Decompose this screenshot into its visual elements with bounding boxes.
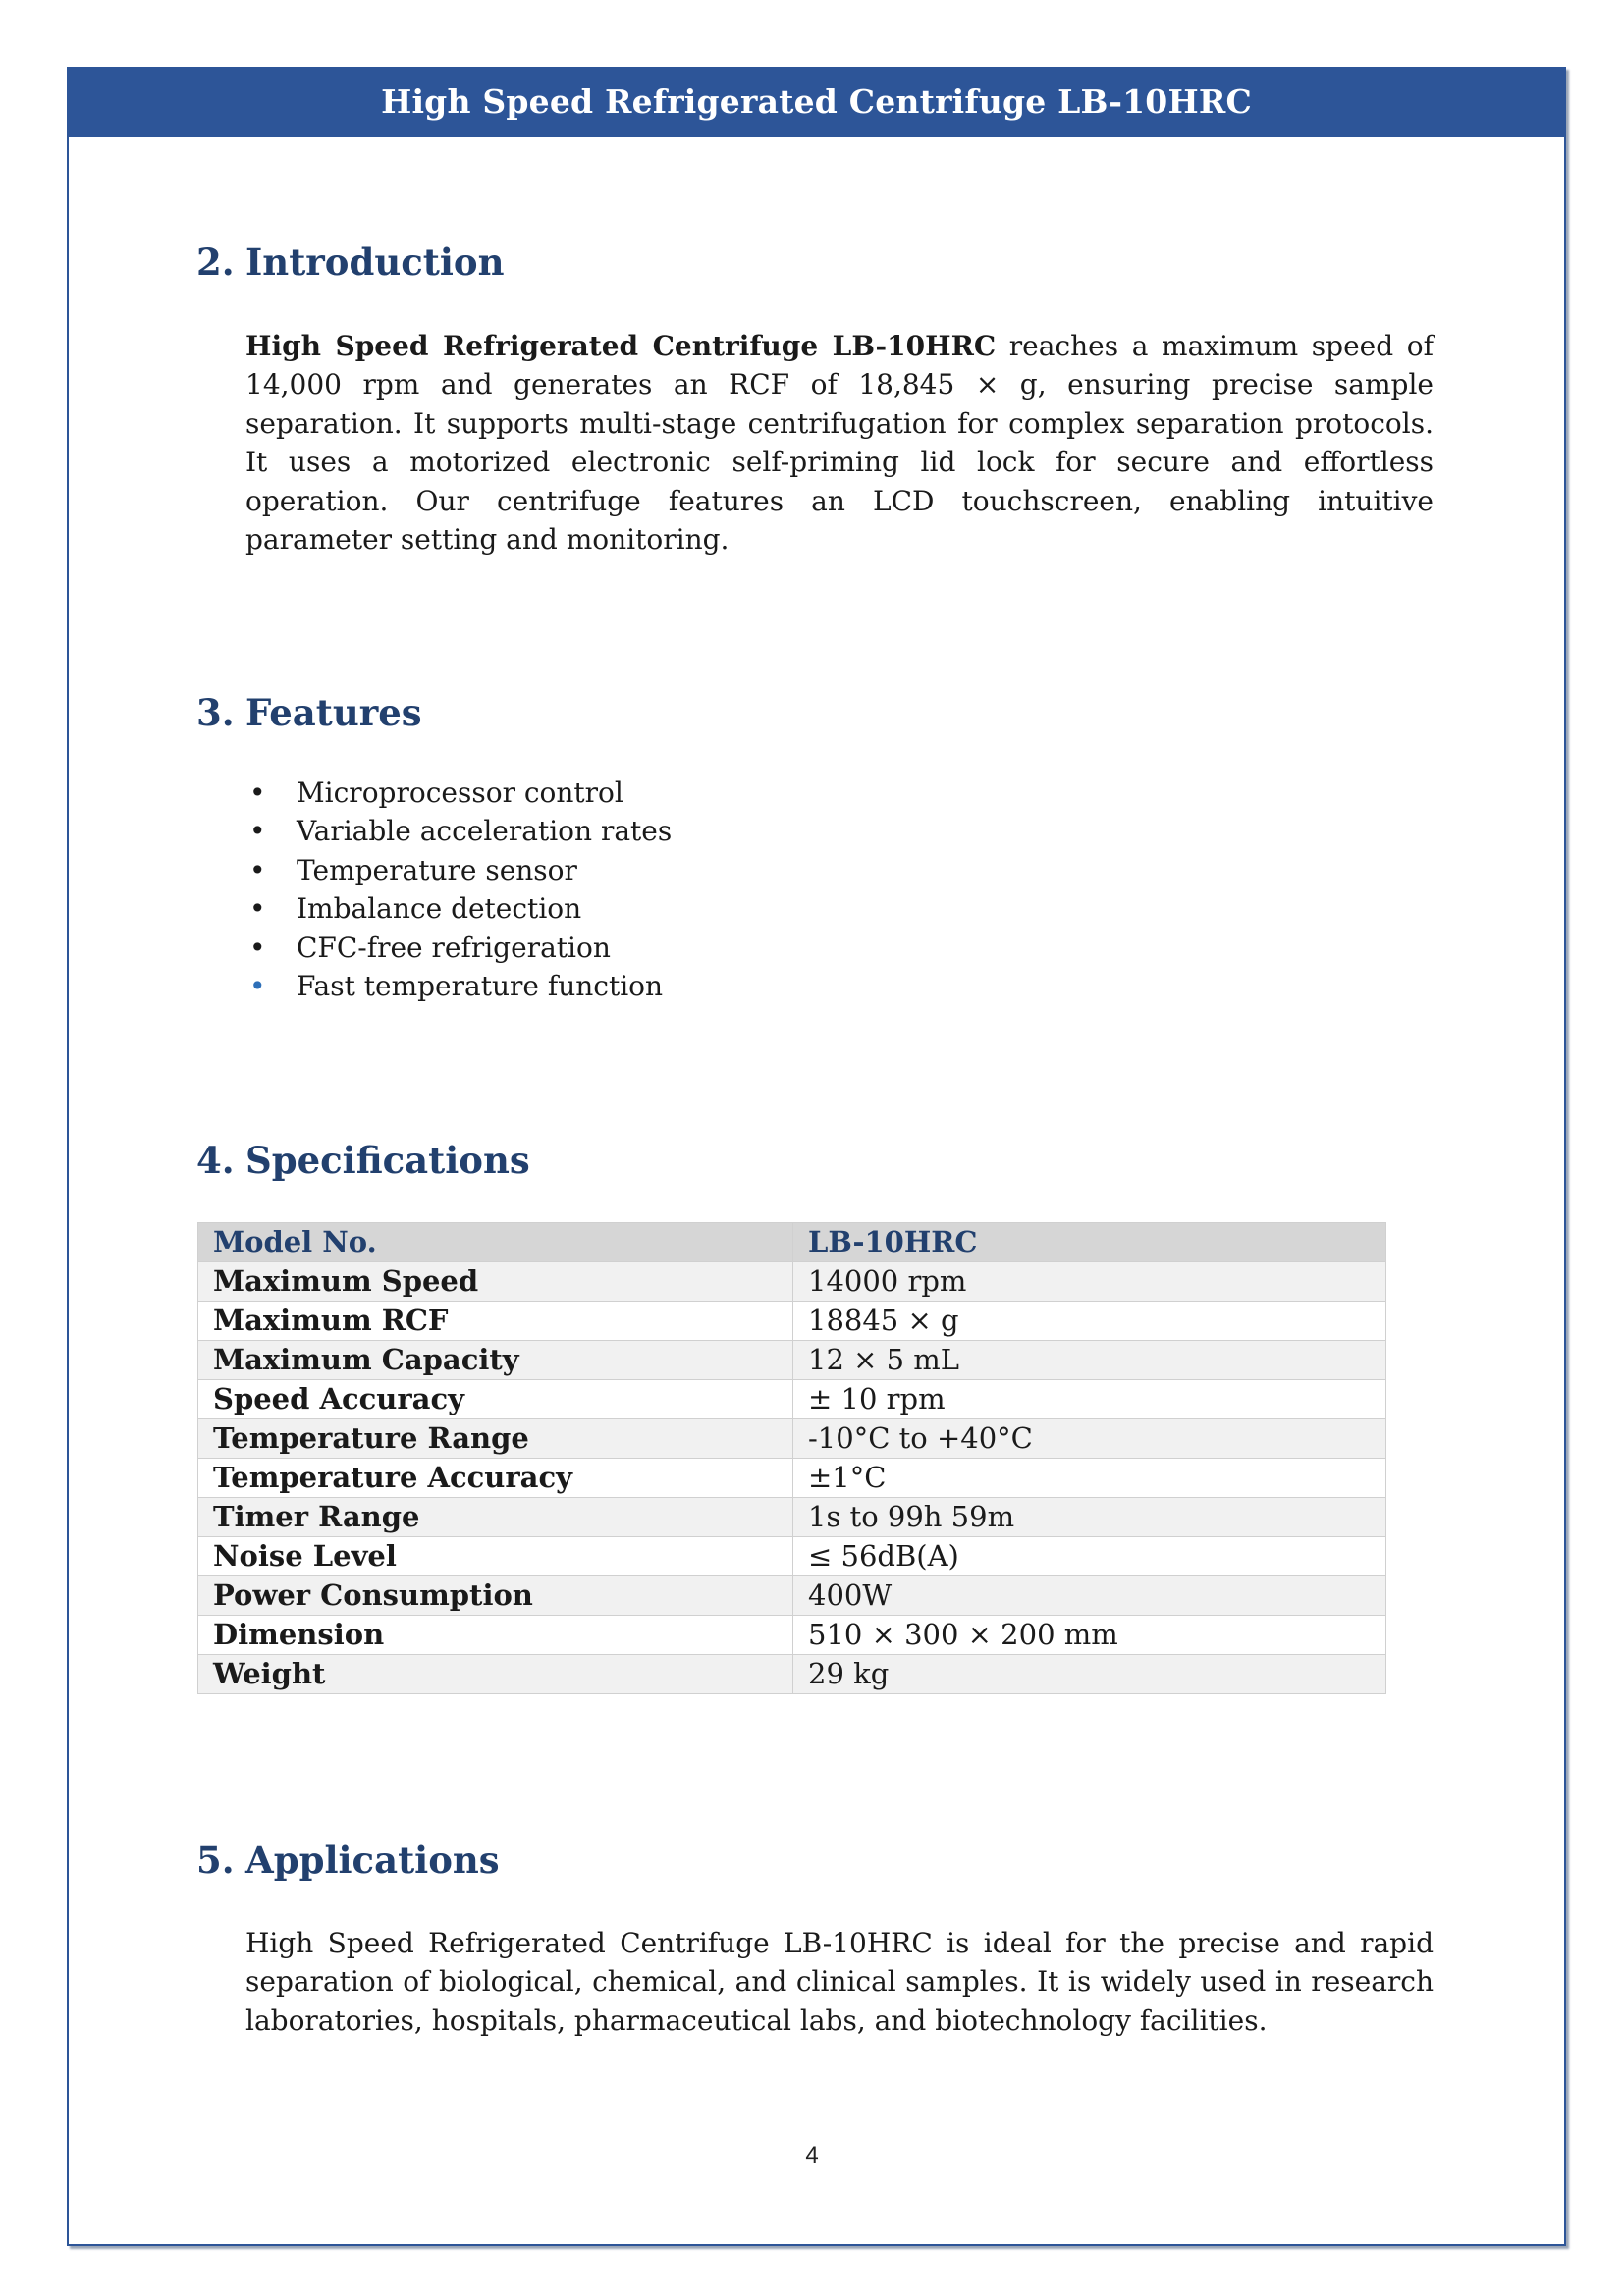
bullet-icon: • <box>249 815 266 848</box>
spec-label: Maximum Capacity <box>198 1341 793 1380</box>
introduction-heading <box>196 240 505 284</box>
spec-label: Maximum Speed <box>198 1262 793 1302</box>
document-header <box>67 67 1566 137</box>
page-number: 4 <box>805 2142 819 2168</box>
specifications-table <box>197 1222 1386 1694</box>
document-title: High Speed Refrigerated Centrifuge LB-10HRC <box>381 82 1252 121</box>
spec-label: Speed Accuracy <box>198 1380 793 1419</box>
specifications-heading <box>196 1139 530 1182</box>
spec-label: Power Consumption <box>198 1576 793 1616</box>
features-heading <box>196 691 422 734</box>
spec-value: 400W <box>793 1576 1386 1616</box>
section-number: 5. <box>196 1839 235 1882</box>
table-header-cell: LB-10HRC <box>793 1223 1386 1262</box>
spec-label: Noise Level <box>198 1537 793 1576</box>
table-row <box>198 1419 1386 1459</box>
feature-text: CFC-free refrigeration <box>297 931 611 964</box>
spec-label: Weight <box>198 1655 793 1694</box>
table-row <box>198 1655 1386 1694</box>
spec-value: -10°C to +40°C <box>793 1419 1386 1459</box>
feature-text: Microprocessor control <box>297 776 623 809</box>
spec-value: 510 × 300 × 200 mm <box>793 1616 1386 1655</box>
bullet-icon: • <box>249 892 266 926</box>
feature-text: Fast temperature function <box>297 970 664 1003</box>
applications-heading <box>196 1839 500 1882</box>
spec-label: Temperature Accuracy <box>198 1459 793 1498</box>
spec-value: 1s to 99h 59m <box>793 1498 1386 1537</box>
spec-label: Temperature Range <box>198 1419 793 1459</box>
spec-value: 29 kg <box>793 1655 1386 1694</box>
table-row <box>198 1537 1386 1576</box>
table-row <box>198 1498 1386 1537</box>
introduction-paragraph <box>245 327 1434 559</box>
table-row <box>198 1380 1386 1419</box>
bullet-icon: • <box>249 853 266 886</box>
features-list <box>245 774 672 1005</box>
table-header-row <box>198 1223 1386 1262</box>
section-title: Specifications <box>245 1139 530 1182</box>
introduction-text: reaches a maximum speed of 14,000 rpm and generates an RCF of 18,845 × g, ensuring precise sample separation. It supports multi-stage centrifugation for complex separation protocols. It uses a motorized electronic self-priming lid lock for secure and effortless operation. Our centrifuge features an LCD touchscreen, enabling intuitive parameter setting and monitoring. <box>245 330 1435 557</box>
table-row <box>198 1302 1386 1341</box>
spec-value: 12 × 5 mL <box>793 1341 1386 1380</box>
spec-label: Dimension <box>198 1616 793 1655</box>
feature-text: Temperature sensor <box>297 853 577 886</box>
feature-item <box>245 851 672 889</box>
section-number: 2. <box>196 240 235 284</box>
feature-item <box>245 812 672 850</box>
spec-value: ≤ 56dB(A) <box>793 1537 1386 1576</box>
bullet-icon: • <box>249 931 266 964</box>
spec-value: ±1°C <box>793 1459 1386 1498</box>
spec-label: Timer Range <box>198 1498 793 1537</box>
bullet-icon: • <box>249 970 266 1003</box>
table-row <box>198 1262 1386 1302</box>
section-title: Features <box>245 691 422 734</box>
table-row <box>198 1576 1386 1616</box>
table-row <box>198 1616 1386 1655</box>
table-row <box>198 1341 1386 1380</box>
spec-value: ± 10 rpm <box>793 1380 1386 1419</box>
table-header-cell: Model No. <box>198 1223 793 1262</box>
spec-value: 14000 rpm <box>793 1262 1386 1302</box>
feature-item <box>245 929 672 967</box>
section-number: 4. <box>196 1139 235 1182</box>
product-name: High Speed Refrigerated Centrifuge LB-10HRC <box>245 330 997 362</box>
spec-label: Maximum RCF <box>198 1302 793 1341</box>
applications-paragraph: High Speed Refrigerated Centrifuge LB-10HRC is ideal for the precise and rapid separation of biological, chemical, and clinical samples. It is widely used in research laboratories, hospitals, pharmaceutical labs, and biotechnology facilities. <box>245 1927 1434 2037</box>
bullet-icon: • <box>249 776 266 809</box>
table-row <box>198 1459 1386 1498</box>
section-number: 3. <box>196 691 235 734</box>
feature-item <box>245 889 672 928</box>
section-title: Introduction <box>245 240 505 284</box>
feature-item <box>245 967 672 1005</box>
section-title: Applications <box>245 1839 500 1882</box>
feature-text: Imbalance detection <box>297 892 582 926</box>
feature-item <box>245 774 672 812</box>
feature-text: Variable acceleration rates <box>297 815 673 848</box>
spec-value: 18845 × g <box>793 1302 1386 1341</box>
